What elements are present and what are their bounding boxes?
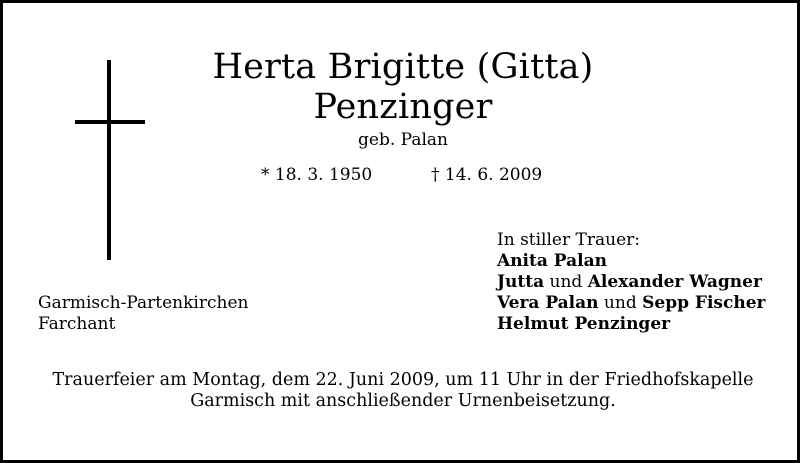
mourner-name: Anita Palan [497, 251, 607, 271]
mourner-conjunction: und [544, 272, 588, 292]
mourner-line [497, 293, 765, 314]
latin-cross-icon [75, 60, 145, 260]
place-name: Farchant [38, 314, 116, 334]
service-line-1: Trauerfeier am Montag, dem 22. Juni 2009, um 11 Uhr in der Friedhofskapelle [52, 370, 754, 390]
mourner-conjunction: und [598, 293, 643, 313]
death-date: † 14. 6. 2009 [431, 165, 543, 185]
deceased-name-line-1: Herta Brigitte (Gitta) [212, 47, 594, 87]
places [38, 293, 248, 335]
funeral-service-info [3, 370, 800, 412]
mourner-name: Sepp Fischer [642, 293, 766, 313]
cross-horizontal-bar [75, 120, 145, 124]
mourner-line [497, 314, 765, 335]
mourner-name: Alexander Wagner [587, 272, 762, 292]
mourners-list [497, 230, 765, 335]
birth-date: * 18. 3. 1950 [261, 165, 373, 185]
maiden-name: geb. Palan [358, 130, 448, 150]
mourner-name: Jutta [497, 272, 545, 292]
cross-vertical-bar [107, 60, 111, 260]
deceased-name-line-2: Penzinger [313, 87, 493, 127]
mourner-line [497, 251, 765, 272]
mourners-intro: In stiller Trauer: [497, 230, 640, 250]
place-name: Garmisch-Partenkirchen [38, 293, 249, 313]
mourner-name: Helmut Penzinger [497, 314, 671, 334]
mourner-name: Vera Palan [497, 293, 599, 313]
deceased-name-block [153, 47, 653, 151]
mourner-line [497, 272, 765, 293]
service-line-2: Garmisch mit anschließender Urnenbeisetzung. [190, 391, 616, 411]
